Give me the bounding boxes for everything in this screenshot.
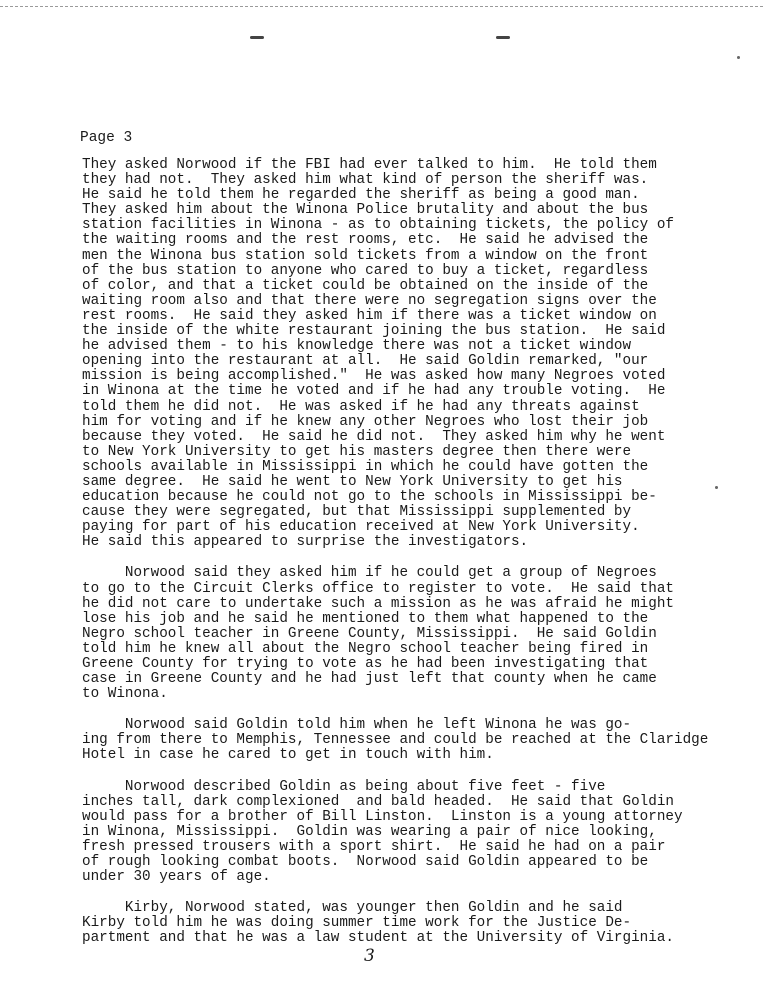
text-line: lose his job and he said he mentioned to them what happened to the	[82, 610, 649, 627]
text-line: ing from there to Memphis, Tennessee and could be reached at the Claridge	[82, 732, 709, 749]
text-line: told him he knew all about the Negro school teacher being fired in	[82, 640, 649, 657]
paragraph	[82, 566, 752, 702]
text-line: case in Greene County and he had just left that county when he came	[82, 671, 657, 688]
text-line: to go to the Circuit Clerks office to register to vote. He said that	[82, 580, 674, 597]
text-line: Hotel in case he cared to get in touch with him.	[82, 747, 494, 764]
text-line: Norwood said they asked him if he could get a group of Negroes	[82, 565, 657, 582]
paragraph	[82, 780, 752, 886]
text-line: They asked Norwood if the FBI had ever talked to him. He told them	[82, 157, 657, 173]
text-line: to New York University to get his masters degree then there were	[82, 443, 632, 460]
text-line: he did not care to undertake such a mission as he was afraid he might	[82, 595, 674, 612]
text-line: He said this appeared to surprise the investigators.	[82, 534, 529, 551]
text-line: Norwood described Goldin as being about five feet - five	[82, 778, 606, 795]
scan-mark-left	[250, 36, 264, 39]
text-line: in Winona at the time he voted and if he had any trouble voting. He	[82, 383, 666, 400]
paragraph	[82, 718, 752, 763]
text-line: education because he could not go to the schools in Mississippi be-	[82, 489, 657, 506]
text-line: to Winona.	[82, 686, 168, 703]
text-line: opening into the restaurant at all. He said Goldin remarked, "our	[82, 353, 649, 370]
paragraph	[82, 158, 752, 550]
text-line: paying for part of his education received at New York University.	[82, 519, 640, 536]
text-line: of rough looking combat boots. Norwood said Goldin appeared to be	[82, 854, 649, 871]
text-line: told them he did not. He was asked if he had any threats against	[82, 398, 640, 415]
text-line: cause they were segregated, but that Mississippi supplemented by	[82, 504, 632, 521]
text-line: mission is being accomplished." He was asked how many Negroes voted	[82, 368, 666, 385]
text-line: He said he told them he regarded the sheriff as being a good man.	[82, 187, 640, 204]
letter-body	[82, 158, 752, 963]
text-line: because they voted. He said he did not. They asked him why he went	[82, 428, 666, 445]
text-line: men the Winona bus station sold tickets from a window on the front	[82, 247, 649, 264]
text-line: in Winona, Mississippi. Goldin was wearing a pair of nice looking,	[82, 823, 657, 840]
text-line: would pass for a brother of Bill Linston. Linston is a young attorney	[82, 808, 683, 825]
text-line: schools available in Mississippi in which he could have gotten the	[82, 458, 649, 475]
paragraph	[82, 901, 752, 946]
page-number: 3	[364, 946, 375, 966]
text-line: he advised them - to his knowledge there was not a ticket window	[82, 338, 632, 355]
perforation-edge	[0, 0, 763, 7]
scan-mark-right	[496, 36, 510, 39]
text-line: the waiting rooms and the rest rooms, etc. He said he advised the	[82, 232, 649, 249]
scan-speck	[737, 56, 740, 59]
text-line: Greene County for trying to vote as he had been investigating that	[82, 656, 649, 672]
text-line: waiting room also and that there were no segregation signs over the	[82, 292, 657, 309]
text-line: Negro school teacher in Greene County, Mississippi. He said Goldin	[82, 625, 657, 642]
text-line: Norwood said Goldin told him when he left Winona he was go-	[82, 717, 632, 734]
text-line: of the bus station to anyone who cared to buy a ticket, regardless	[82, 262, 649, 279]
page-label: Page 3	[80, 130, 133, 146]
text-line: fresh pressed trousers with a sport shirt. He said he had on a pair	[82, 838, 666, 855]
text-line: rest rooms. He said they asked him if there was a ticket window on	[82, 307, 657, 324]
text-line: they had not. They asked him what kind of person the sheriff was.	[82, 172, 649, 189]
text-line: Kirby told him he was doing summer time work for the Justice De-	[82, 915, 632, 932]
text-line: him for voting and if he knew any other Negroes who lost their job	[82, 413, 649, 430]
text-line: under 30 years of age.	[82, 869, 271, 886]
text-line: station facilities in Winona - as to obtaining tickets, the policy of	[82, 217, 674, 234]
text-line: inches tall, dark complexioned and bald headed. He said that Goldin	[82, 793, 674, 810]
text-line: of color, and that a ticket could be obtained on the inside of the	[82, 277, 649, 294]
text-line: They asked him about the Winona Police brutality and about the bus	[82, 202, 649, 219]
text-line: same degree. He said he went to New York University to get his	[82, 473, 623, 490]
text-line: Kirby, Norwood stated, was younger then Goldin and he said	[82, 900, 623, 917]
text-line: the inside of the white restaurant joining the bus station. He said	[82, 323, 666, 340]
text-line: partment and that he was a law student at the University of Virginia.	[82, 930, 674, 947]
